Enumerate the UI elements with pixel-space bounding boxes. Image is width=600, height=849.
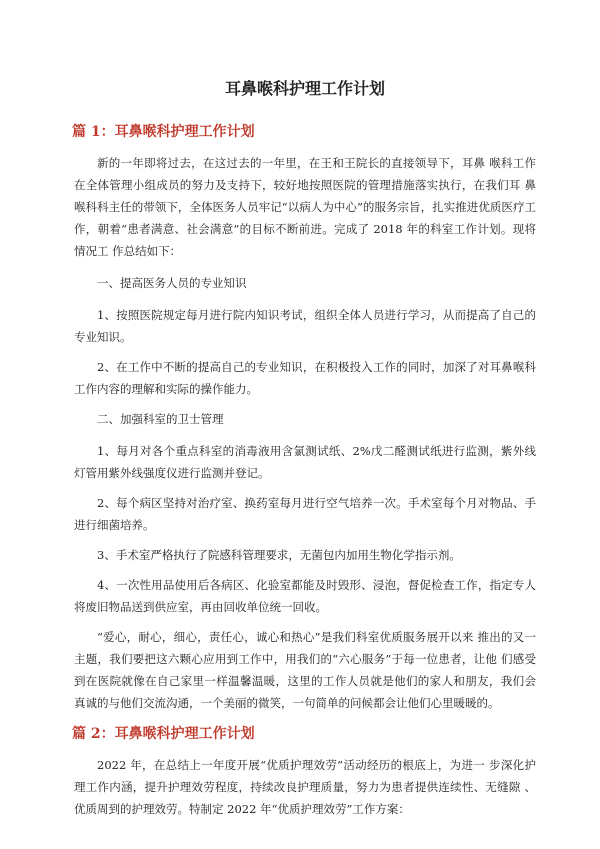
section-2-intro: 2022 年，在总结上一年度开展“优质护理效劳”活动经历的根底上，为进一 步深化护理工作内涵，提升护理效劳程度，持续改良护理质量，努力为患者提供连续性、无缝隙 、优质周到的护理效劳。特制定 2022 年“优质护理效劳”工作方案：: [74, 758, 536, 816]
part-2-item-1: 1、每月对各个重点科室的消毒液用含氯测试纸、2%戊二醛测试纸进行监测，紫外线灯管用紫外线强度仪进行监测并登记。: [74, 444, 536, 480]
part-1-item-2: 2、在工作中不断的提高自己的专业知识，在积极投入工作的同时，加深了对耳鼻喉科工作内容的理解和实际的操作能力。: [74, 360, 536, 396]
part-2-item-4: 4、一次性用品使用后各病区、化验室都能及时毁形、浸泡，督促检查工作，指定专人将废旧物品送到供应室，再由回收单位统一回收。: [74, 578, 536, 614]
section-1-intro: 新的一年即将过去，在这过去的一年里，在王和王院长的直接领导下，耳鼻 喉科工作在全体管理小组成员的努力及支持下，较好地按照医院的管理措施落实执行，在我们耳 鼻喉科科主任的带领下，全体医务人员牢记“以病人为中心”的服务宗旨，扎实推进优质医疗工 作，朝着“患者满意、社会满意”的目标不断前进。完成了 2018 年的科室工作计划。现将情况工 作总结如下：: [74, 156, 536, 258]
section-2-heading: 篇 2：耳鼻喉科护理工作计划: [72, 726, 255, 742]
part-1-item-1: 1、按照医院规定每月进行院内知识考试，组织全体人员进行学习，从而提高了自己的专业知识。: [74, 308, 536, 344]
section-1-heading: 篇 1：耳鼻喉科护理工作计划: [72, 124, 255, 140]
part-2-title: 二、加强科室的卫士管理: [97, 412, 224, 426]
section-1-closing: “爱心，耐心，细心，责任心，诚心和热心”是我们科室优质服务展开以来 推出的又一主题，我们要把这六颗心应用到工作中，用我们的“六心服务”于每一位患者，让他 们感受到在医院就像在自己家里一样温馨温暖，这里的工作人员就是他们的家人和朋友，我们会 真诚的与他们交流沟通，一个美丽的微笑，一句简单的问候都会让他们心里暖暖的。: [74, 630, 536, 710]
part-1-title: 一、提高医务人员的专业知识: [97, 276, 247, 290]
part-2-item-2: 2、每个病区坚持对治疗室、换药室每月进行空气培养一次。手术室每个月对物品、手进行细菌培养。: [74, 496, 536, 532]
part-2-item-3: 3、手术室严格执行了院感科管理要求，无菌包内加用生物化学指示剂。: [97, 548, 461, 562]
document-title: 耳鼻喉科护理工作计划: [224, 79, 385, 98]
